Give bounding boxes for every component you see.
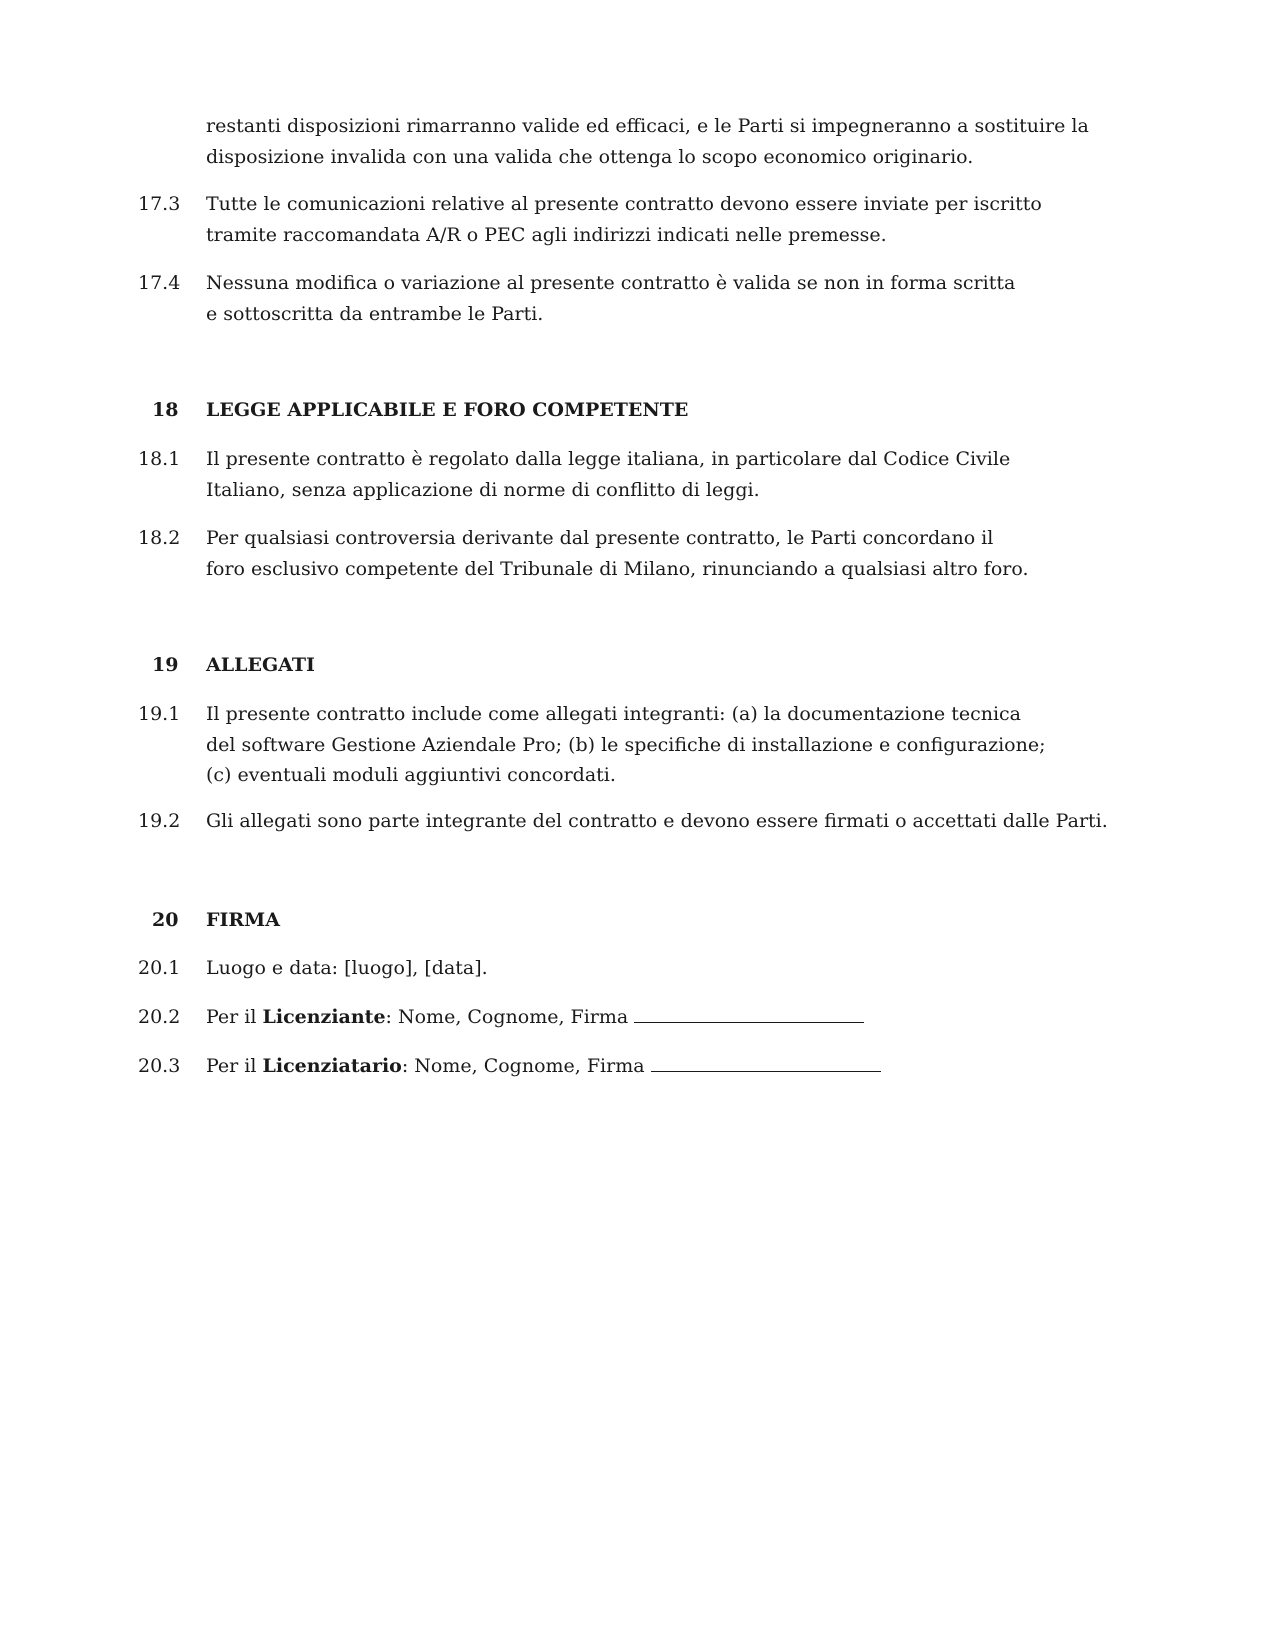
section-heading-18 (138, 395, 688, 425)
section-title: LEGGE APPLICABILE E FORO COMPETENTE (206, 399, 689, 421)
clause-20-1 (138, 953, 1138, 984)
clause-suffix: : Nome, Cognome, Firma (401, 1055, 651, 1077)
section-title: FIRMA (206, 909, 280, 931)
clause-continuation (138, 111, 1138, 172)
clause-text (206, 1002, 1138, 1033)
clause-text: restanti disposizioni rimarranno valide ed efficaci, e le Parti si impegneranno a sostituire la disposizione invalida con una valida che ottenga lo scopo economico originario. (206, 115, 1089, 168)
clause-text: Gli allegati sono parte integrante del contratto e devono essere firmati o accettati dalle Parti. (206, 810, 1108, 832)
clause-number: 18.2 (138, 527, 181, 549)
clause-20-2 (138, 1002, 1138, 1033)
clause-number: 20.1 (138, 957, 181, 979)
clause-text: Il presente contratto è regolato dalla legge italiana, in particolare dal Codice Civile Italiano, senza applicazione di norme di conflitto di leggi. (206, 448, 1011, 501)
section-number: 19 (152, 654, 179, 676)
clause-text: Per qualsiasi controversia derivante dal presente contratto, le Parti concordano il foro esclusivo competente del Tribunale di Milano, rinunciando a qualsiasi altro foro. (206, 527, 1029, 580)
signature-line (651, 1053, 881, 1072)
clause-19-1 (138, 699, 1138, 791)
clause-number: 20.2 (138, 1006, 181, 1028)
section-heading-20 (138, 905, 280, 935)
clause-number: 18.1 (138, 448, 181, 470)
clause-18-1 (138, 444, 1138, 505)
clause-text: Il presente contratto include come allegati integranti: (a) la documentazione tecnica del software Gestione Aziendale Pro; (b) le specifiche di installazione e configurazione; (c) eventuali moduli aggiuntivi concordati. (206, 703, 1046, 786)
clause-prefix: Per il (206, 1006, 263, 1028)
clause-text (206, 1051, 1138, 1082)
signature-line (634, 1004, 864, 1023)
clause-18-2 (138, 523, 1138, 584)
clause-number: 17.4 (138, 272, 181, 294)
clause-number: 17.3 (138, 193, 181, 215)
clause-number: 19.2 (138, 810, 181, 832)
party-licenziatario: Licenziatario (262, 1055, 402, 1077)
section-number: 18 (152, 399, 179, 421)
clause-prefix: Per il (206, 1055, 263, 1077)
section-title: ALLEGATI (206, 654, 315, 676)
clause-number: 20.3 (138, 1055, 181, 1077)
clause-17-3 (138, 189, 1138, 250)
clause-number: 19.1 (138, 703, 181, 725)
party-licenziante: Licenziante (262, 1006, 386, 1028)
clause-suffix: : Nome, Cognome, Firma (385, 1006, 635, 1028)
clause-text: Nessuna modifica o variazione al presente contratto è valida se non in forma scritta e sottoscritta da entrambe le Parti. (206, 272, 1016, 325)
clause-text: Tutte le comunicazioni relative al presente contratto devono essere inviate per iscritto tramite raccomandata A/R o PEC agli indirizzi indicati nelle premesse. (206, 193, 1042, 246)
section-number: 20 (152, 909, 179, 931)
clause-20-3 (138, 1051, 1138, 1082)
clause-19-2 (138, 806, 1138, 837)
clause-text: Luogo e data: [luogo], [data]. (206, 957, 488, 979)
section-heading-19 (138, 650, 315, 680)
clause-17-4 (138, 268, 1138, 329)
